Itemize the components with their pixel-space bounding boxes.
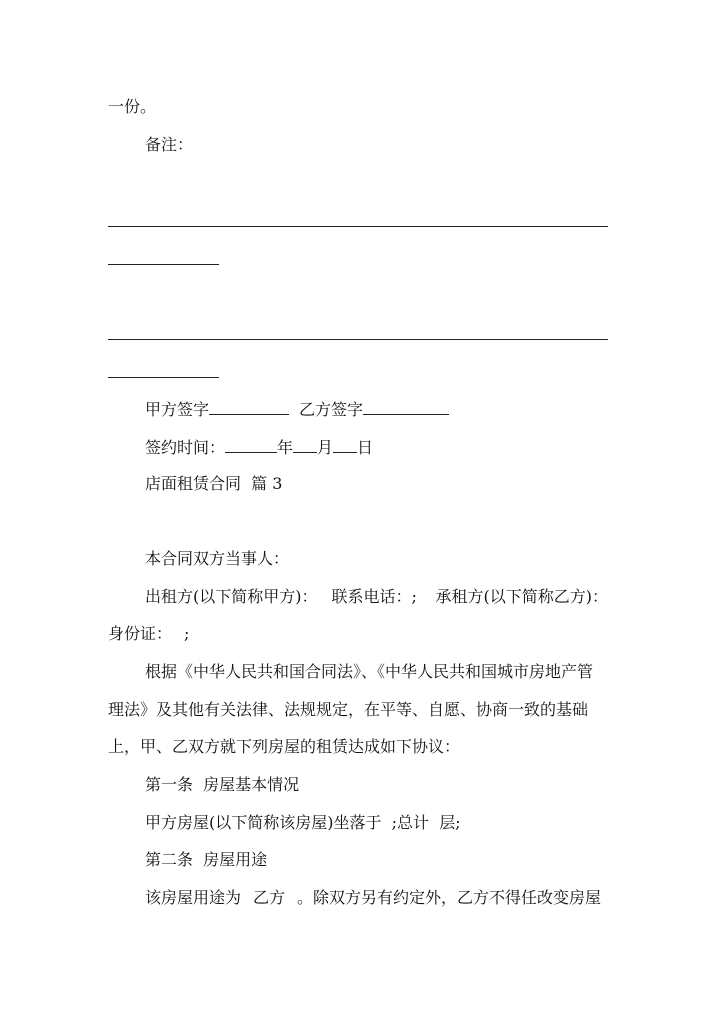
article-2-title: 第二条 房屋用途 — [145, 850, 268, 869]
id-card-label: 身份证： — [108, 624, 173, 643]
remarks-line — [108, 226, 608, 227]
party-a-signature-blank[interactable] — [209, 398, 289, 415]
sign-time-label: 签约时间： — [145, 438, 226, 457]
article-2-body — [145, 887, 601, 909]
sign-date-line — [145, 436, 373, 459]
phone-label: 联系电话： — [331, 587, 412, 606]
parties-heading: 本合同双方当事人： — [145, 549, 290, 568]
remarks-line — [108, 339, 608, 340]
signature-line — [145, 398, 449, 421]
id-card-line: 身份证： ; — [108, 624, 190, 643]
article-2-text: 。除双方另有约定外，乙方不得任改变房屋 — [297, 888, 602, 907]
text-line: 一份。 — [108, 97, 157, 116]
year-label: 年 — [277, 438, 294, 457]
remarks-label: 备注： — [145, 135, 194, 154]
remarks-line — [108, 264, 219, 265]
party-b-signature-blank[interactable] — [363, 398, 449, 415]
lessor-label: 出租方(以下简称甲方)： — [145, 587, 318, 606]
article-2-text: 乙方 — [253, 888, 286, 907]
article-2-text: 该房屋用途为 — [145, 888, 242, 907]
month-blank[interactable] — [293, 436, 317, 453]
lessee-label: 承租方(以下简称乙方)： — [435, 587, 609, 606]
basis-paragraph-line: 上，甲、乙双方就下列房屋的租赁达成如下协议： — [108, 737, 461, 756]
day-label: 日 — [357, 438, 374, 457]
year-blank[interactable] — [225, 436, 277, 453]
party-a-signature-label: 甲方签字 — [145, 400, 210, 419]
party-b-signature-label: 乙方签字 — [299, 400, 364, 419]
month-label: 月 — [317, 438, 334, 457]
parties-line: 出租方(以下简称甲方)： 联系电话：; 承租方(以下简称乙方)： — [145, 587, 609, 606]
section-title: 店面租赁合同 篇 3 — [145, 474, 283, 493]
article-1-body: 甲方房屋(以下简称该房屋)坐落于 ;总计 层; — [145, 813, 461, 832]
basis-paragraph-line: 根据《中华人民共和国合同法》、《中华人民共和国城市房地产管 — [145, 662, 594, 681]
remarks-line — [108, 377, 219, 378]
basis-paragraph-line: 理法》及其他有关法律、法规规定，在平等、自愿、协商一致的基础 — [108, 700, 589, 719]
day-blank[interactable] — [333, 436, 357, 453]
article-1-title: 第一条 房屋基本情况 — [145, 775, 300, 794]
